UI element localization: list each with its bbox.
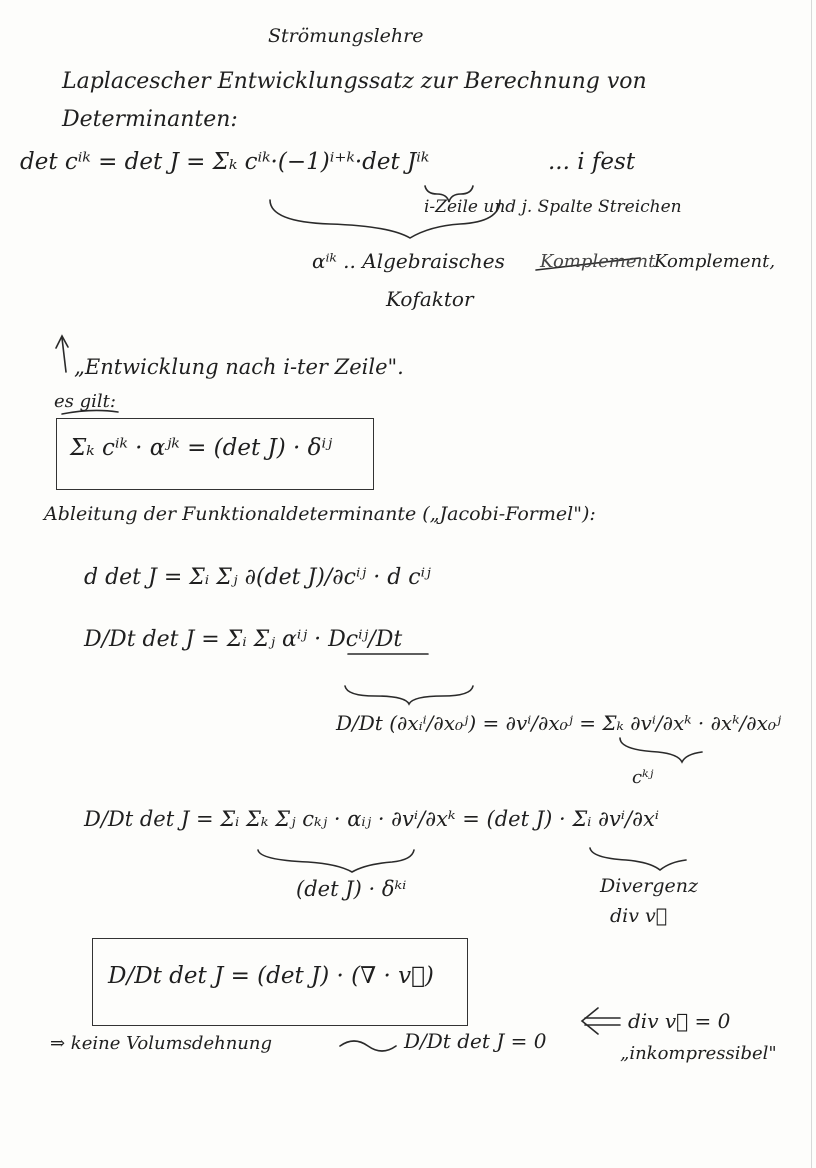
det-delta: (det J) · δᵏⁱ — [296, 877, 407, 901]
conclusion-left: ⇒ keine Volumsdehnung — [50, 1033, 272, 1054]
boxed-identity: Σₖ cⁱᵏ · αʲᵏ = (det J) · δⁱʲ — [70, 435, 333, 461]
laplace-formula: det cⁱᵏ = det J = Σₖ cⁱᵏ·(−1)ⁱ⁺ᵏ·det Jⁱᵏ — [20, 149, 430, 175]
incompressible-label: „inkompressibel" — [620, 1043, 777, 1064]
cofactor-label: αⁱᵏ .. Algebraisches — [312, 249, 505, 273]
page-title: Strömungslehre — [268, 25, 424, 47]
boxed-result: D/Dt det J = (det J) · (∇ · v⃗) — [108, 963, 434, 989]
intro-line-2: Determinanten: — [62, 107, 238, 132]
conclusion-right: div v⃗ = 0 — [628, 1009, 731, 1033]
eq-differential: d det J = Σᵢ Σⱼ ∂(det J)/∂cⁱʲ · d cⁱʲ — [84, 565, 431, 590]
intro-line-1: Laplacescher Entwicklungssatz zur Berechnung von — [62, 69, 647, 94]
es-gilt-label: es gilt: — [54, 391, 116, 412]
cofactor-text: Komplement, — [654, 251, 776, 272]
eq-material: D/Dt det J = Σᵢ Σⱼ αⁱʲ · Dcⁱʲ/Dt — [84, 627, 403, 652]
conclusion-mid: D/Dt det J = 0 — [404, 1029, 547, 1053]
laplace-note: ... i fest — [548, 149, 636, 175]
cofactor-alt: Kofaktor — [386, 287, 474, 311]
eq-velocity-gradient: D/Dt (∂xᵢⁱ/∂x₀ʲ) = ∂vⁱ/∂x₀ʲ = Σₖ ∂vⁱ/∂xᵏ · ∂xᵏ/∂x₀ʲ — [336, 711, 782, 735]
row-expansion: „Entwicklung nach i-ter Zeile". — [74, 355, 404, 379]
cofactor-struck: Komplement — [540, 251, 656, 272]
div-v-label: div v⃗ — [610, 905, 668, 927]
divergenz-label: Divergenz — [600, 875, 699, 897]
strike-note: i-Zeile und j. Spalte Streichen — [424, 197, 682, 217]
ckj-label: cᵏʲ — [632, 767, 654, 788]
jacobi-heading: Ableitung der Funktionaldeterminante („Jacobi-Formel"): — [44, 503, 596, 525]
eq-sum: D/Dt det J = Σᵢ Σₖ Σⱼ cₖⱼ · αᵢⱼ · ∂vⁱ/∂xᵏ = (det J) · Σᵢ ∂vⁱ/∂xⁱ — [84, 807, 660, 831]
